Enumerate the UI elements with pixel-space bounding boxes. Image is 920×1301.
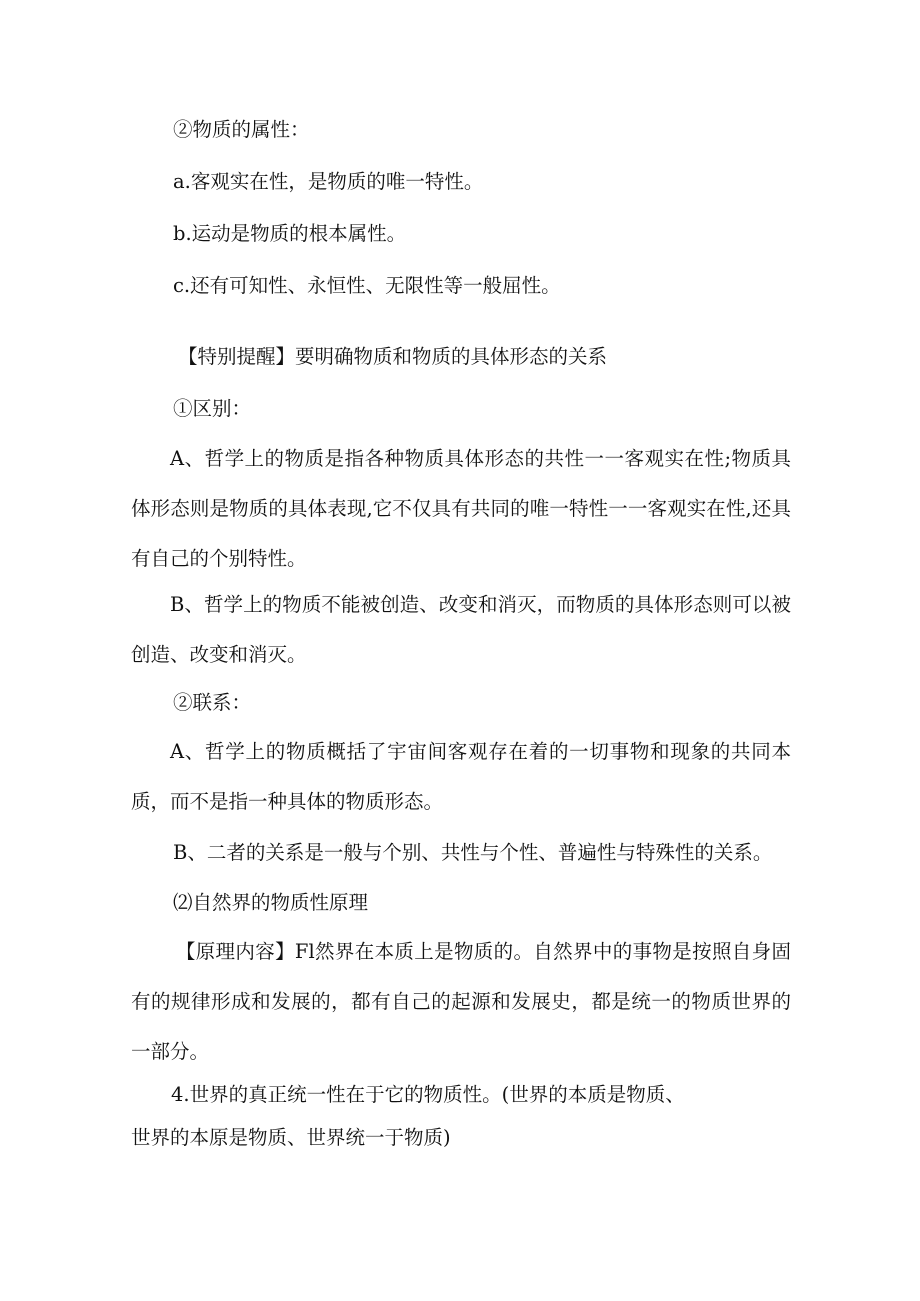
special-reminder: 【特别提醒】要明确物质和物质的具体形态的关系	[178, 345, 608, 368]
difference-heading: ①区别：	[173, 397, 252, 420]
attribute-c: c.还有可知性、永恒性、无限性等一般屈性。	[173, 274, 561, 297]
connection-heading: ②联系：	[173, 691, 252, 714]
connection-b: B、二者的关系是一般与个别、共性与个性、普遍性与特殊性的关系。	[173, 841, 773, 864]
nature-principle-heading: ⑵自然界的物质性原理	[173, 891, 369, 914]
attributes-heading: ②物质的属性：	[173, 118, 310, 141]
attribute-b: b.运动是物质的根本属性。	[173, 222, 407, 245]
attribute-a: a.客观实在性，是物质的唯一特性。	[173, 170, 484, 193]
principle-content: 【原理内容】Fl然界在本质上是物质的。自然界中的事物是按照自身固有的规律形成和发展的，都有自己的起源和发展史，都是统一的物质世界的一部分。	[131, 940, 791, 1063]
point4-line2: 世界的本原是物质、世界统一于物质)	[131, 1126, 451, 1149]
point4-line1: 4.世界的真正统一性在于它的物质性。(世界的本质是物质、	[171, 1083, 685, 1106]
difference-b: B、哲学上的物质不能被创造、改变和消灭，而物质的具体形态则可以被创造、改变和消灭。	[131, 593, 791, 666]
connection-a: A、哲学上的物质概括了宇宙间客观存在着的一切事物和现象的共同本质，而不是指一种具体的物质形态。	[131, 740, 791, 813]
difference-a: A、哲学上的物质是指各种物质具体形态的共性一一客观实在性;物质具体形态则是物质的具体表现,它不仅具有共同的唯一特性一一客观实在性,还具有自己的个别特性。	[131, 447, 791, 570]
